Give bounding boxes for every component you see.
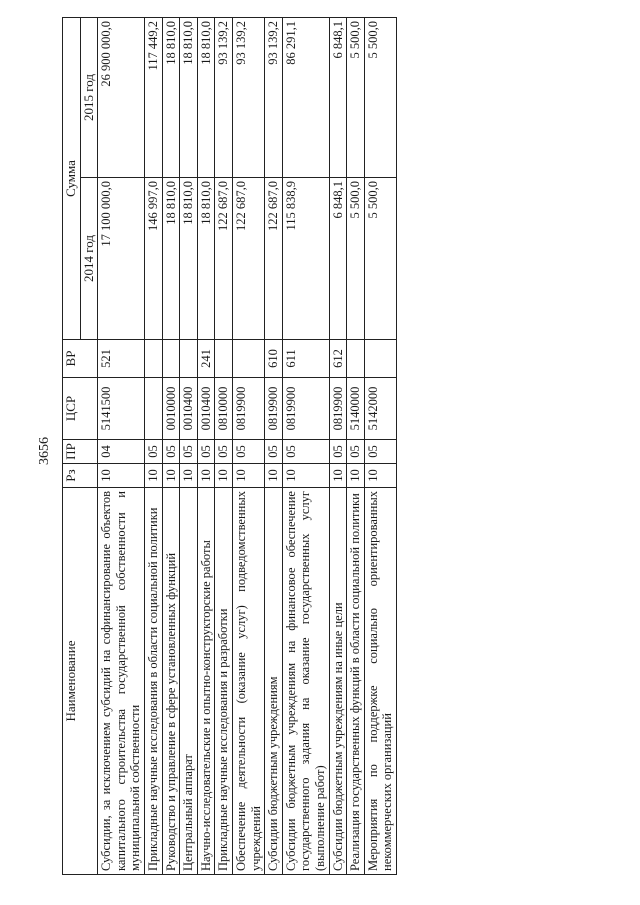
table-row (265, 18, 283, 875)
row-pr: 05 (347, 440, 365, 464)
row-rz: 10 (162, 464, 180, 488)
row-csr: 0819900 (265, 378, 283, 440)
row-sum-2014: 122 687,0 (215, 178, 233, 340)
row-sum-2015: 93 139,2 (232, 18, 264, 178)
row-pr: 05 (232, 440, 264, 464)
table-row (329, 18, 347, 875)
row-sum-2015: 6 848,1 (329, 18, 347, 178)
row-name: Прикладные научные исследования в области социальной политики (144, 488, 162, 875)
header-sum: Сумма (63, 18, 81, 340)
row-csr (144, 378, 162, 440)
header-pr: ПР (63, 440, 98, 464)
row-sum-2014: 5 500,0 (364, 178, 396, 340)
row-csr: 0010400 (197, 378, 215, 440)
row-csr: 0819900 (232, 378, 264, 440)
row-pr: 05 (215, 440, 233, 464)
row-pr: 05 (162, 440, 180, 464)
row-pr: 05 (144, 440, 162, 464)
row-name: Субсидии бюджетным учреждениям на иные цели (329, 488, 347, 875)
row-sum-2015: 18 810,0 (162, 18, 180, 178)
row-sum-2014: 18 810,0 (180, 178, 198, 340)
header-vr: ВР (63, 340, 98, 378)
row-sum-2015: 93 139,2 (265, 18, 283, 178)
row-name: Реализация государственных функций в области социальной политики (347, 488, 365, 875)
row-rz: 10 (347, 464, 365, 488)
table-row (282, 18, 329, 875)
row-vr (162, 340, 180, 378)
budget-table (62, 17, 397, 875)
row-vr (180, 340, 198, 378)
row-rz: 10 (98, 464, 145, 488)
row-name: Субсидии, за исключением субсидий на софинансирование объектов капитального строительства государственной собственности и муниципальной собственности (98, 488, 145, 875)
table-row (144, 18, 162, 875)
row-vr (144, 340, 162, 378)
row-sum-2015: 26 900 000,0 (98, 18, 145, 178)
row-vr: 241 (197, 340, 215, 378)
row-name: Руководство и управление в сфере установленных функций (162, 488, 180, 875)
row-rz: 10 (282, 464, 329, 488)
table-row (347, 18, 365, 875)
row-name: Научно-исследовательские и опытно-конструкторские работы (197, 488, 215, 875)
row-csr: 0819900 (329, 378, 347, 440)
row-csr: 0010000 (162, 378, 180, 440)
row-sum-2014: 6 848,1 (329, 178, 347, 340)
row-vr (347, 340, 365, 378)
row-vr (232, 340, 264, 378)
row-sum-2014: 115 838,9 (282, 178, 329, 340)
row-vr (215, 340, 233, 378)
header-2014: 2014 год (80, 178, 98, 340)
row-sum-2015: 18 810,0 (197, 18, 215, 178)
row-name: Обеспечение деятельности (оказание услуг) подведомственных учреждений (232, 488, 264, 875)
row-sum-2015: 117 449,2 (144, 18, 162, 178)
header-2015: 2015 год (80, 18, 98, 178)
row-sum-2015: 86 291,1 (282, 18, 329, 178)
table-row (232, 18, 264, 875)
row-pr: 05 (180, 440, 198, 464)
row-sum-2015: 93 139,2 (215, 18, 233, 178)
row-name: Субсидии бюджетным учреждениям (265, 488, 283, 875)
row-rz: 10 (180, 464, 198, 488)
row-sum-2014: 17 100 000,0 (98, 178, 145, 340)
row-pr: 05 (282, 440, 329, 464)
row-vr: 612 (329, 340, 347, 378)
row-pr: 04 (98, 440, 145, 464)
row-sum-2014: 18 810,0 (197, 178, 215, 340)
row-pr: 05 (265, 440, 283, 464)
row-csr: 0810000 (215, 378, 233, 440)
table-row (98, 18, 145, 875)
row-sum-2014: 122 687,0 (232, 178, 264, 340)
row-name: Мероприятия по поддержке социально ориентированных некоммерческих организаций (364, 488, 396, 875)
row-csr: 0819900 (282, 378, 329, 440)
row-name: Прикладные научные исследования и разработки (215, 488, 233, 875)
row-csr: 0010400 (180, 378, 198, 440)
row-sum-2015: 5 500,0 (347, 18, 365, 178)
row-name: Центральный аппарат (180, 488, 198, 875)
row-vr (364, 340, 396, 378)
table-row (197, 18, 215, 875)
header-rz: Рз (63, 464, 98, 488)
row-sum-2014: 122 687,0 (265, 178, 283, 340)
row-rz: 10 (329, 464, 347, 488)
row-rz: 10 (265, 464, 283, 488)
row-rz: 10 (197, 464, 215, 488)
page-number: 3656 (37, 437, 52, 465)
row-vr: 610 (265, 340, 283, 378)
row-vr: 611 (282, 340, 329, 378)
header-name: Наименование (63, 488, 98, 875)
row-sum-2014: 146 997,0 (144, 178, 162, 340)
row-pr: 05 (197, 440, 215, 464)
row-sum-2014: 18 810,0 (162, 178, 180, 340)
row-csr: 5141500 (98, 378, 145, 440)
row-pr: 05 (364, 440, 396, 464)
row-csr: 5142000 (364, 378, 396, 440)
row-rz: 10 (215, 464, 233, 488)
row-rz: 10 (232, 464, 264, 488)
table-row (162, 18, 180, 875)
row-csr: 5140000 (347, 378, 365, 440)
table-row (180, 18, 198, 875)
row-name: Субсидии бюджетным учреждениям на финансовое обеспечение государственного задания на оказание государственных услуг (выполнение работ) (282, 488, 329, 875)
row-sum-2015: 18 810,0 (180, 18, 198, 178)
header-csr: ЦСР (63, 378, 98, 440)
row-rz: 10 (144, 464, 162, 488)
row-pr: 05 (329, 440, 347, 464)
table-row (215, 18, 233, 875)
table-row (364, 18, 396, 875)
row-vr: 521 (98, 340, 145, 378)
table-body (98, 18, 397, 875)
row-sum-2015: 5 500,0 (364, 18, 396, 178)
row-rz: 10 (364, 464, 396, 488)
row-sum-2014: 5 500,0 (347, 178, 365, 340)
